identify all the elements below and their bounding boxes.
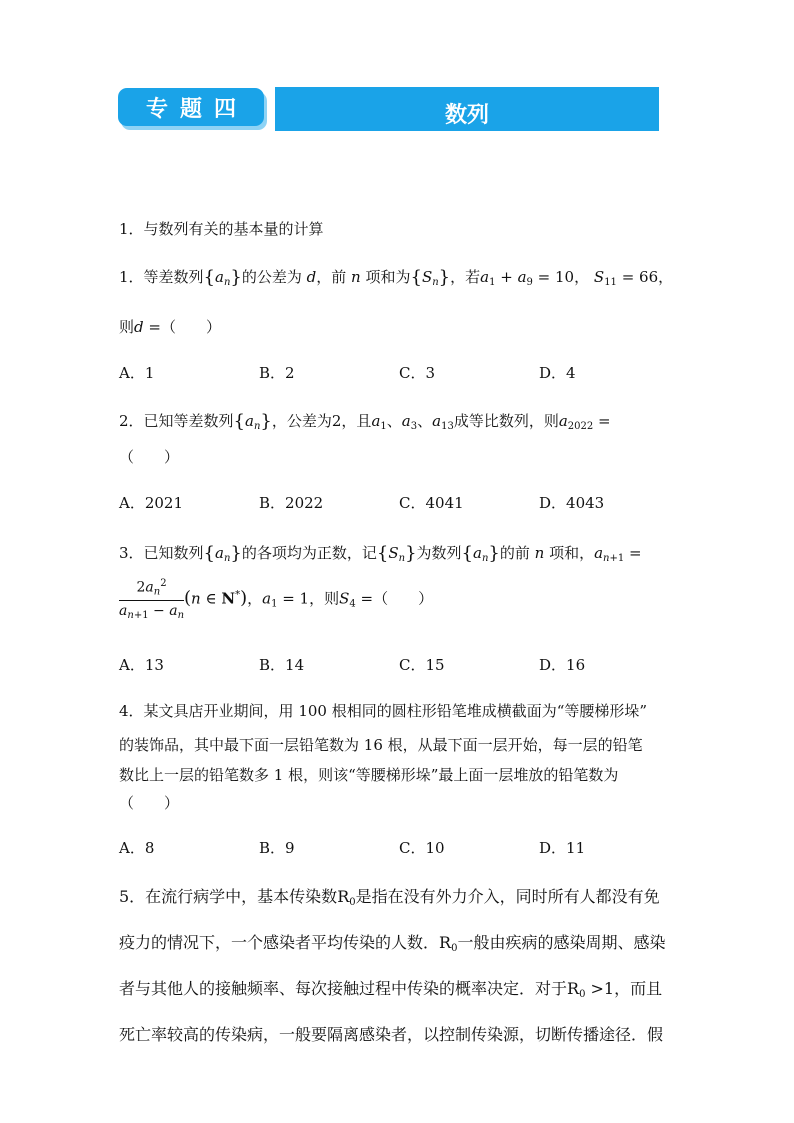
section-title: 1．与数列有关的基本量的计算 — [119, 220, 324, 238]
topic-badge-label: 专题四 — [145, 96, 248, 122]
question-3-line-1: 3．已知数列$\{a_n\}$的各项均为正数，记$\{S_n\}$为数列$\{a_n\}$的前 n 项和，$a_{n+1}$ = — [119, 543, 642, 564]
question-5-line-1: 5．在流行病学中，基本传染数$R_0$是指在没有外力介入，同时所有人都没有免 — [119, 887, 660, 908]
q4-option-d: D．11 — [539, 839, 586, 857]
q4-option-c: C．10 — [399, 839, 445, 857]
q2-option-b: B．2022 — [259, 494, 324, 512]
q3-option-a: A．13 — [119, 656, 164, 674]
topic-title: 数列 — [444, 102, 489, 128]
question-5-line-2: 疫力的情况下，一个感染者平均传染的人数．$R_0$一般由疾病的感染周期、感染 — [119, 933, 666, 954]
question-4-line-1: 4．某文具店开业期间，用 100 根相同的圆柱形铅笔堆成横截面为“等腰梯形垛” — [119, 702, 648, 720]
question-2-paren: （ ） — [119, 448, 180, 466]
question-5-line-4: 死亡率较高的传染病，一般要隔离感染者，以控制传染源，切断传播途径．假 — [119, 1025, 664, 1044]
q1-option-d: D．4 — [539, 364, 576, 382]
question-2-line-1: 2．已知等差数列$\{a_n\}$，公差为2，且$a_1$、$a_3$、$a_{13}$成等比数列，则$a_{2022}$ = — [119, 411, 611, 432]
question-4-line-4: （ ） — [119, 794, 180, 812]
q3-option-b: B．14 — [259, 656, 305, 674]
q2-option-a: A．2021 — [119, 494, 184, 512]
topic-title-bar — [275, 87, 659, 131]
q4-option-b: B．9 — [259, 839, 295, 857]
q4-option-a: A．8 — [119, 839, 155, 857]
q2-option-c: C．4041 — [399, 494, 464, 512]
q1-option-b: B．2 — [259, 364, 295, 382]
q2-option-d: D．4043 — [539, 494, 605, 512]
question-4-line-2: 的装饰品，其中最下面一层铅笔数为 16 根，从最下面一层开始，每一层的铅笔 — [119, 736, 643, 754]
q3-option-d: D．16 — [539, 656, 586, 674]
question-3-line-2: $\frac{2a_n^2}{a_{n+1} - a_n}$ (n ∈ N*)，$a_1 = 1$，则$S_4$ =（ ） — [119, 578, 434, 621]
question-1-line-1: 1．等差数列$\{a_n\}$的公差为 d，前 n 项和为$\{S_n\}$，若$a_1 + a_9 = 10$， $S_{11} = 66$， — [119, 267, 674, 288]
question-5-line-3: 者与其他人的接触频率、每次接触过程中传染的概率决定．对于$R_0 >1$，而且 — [119, 979, 663, 1000]
topic-badge — [118, 88, 264, 126]
q1-option-c: C．3 — [399, 364, 436, 382]
question-4-line-3: 数比上一层的铅笔数多 1 根，则该“等腰梯形垛”最上面一层堆放的铅笔数为 — [119, 766, 619, 784]
fraction: $\frac{2a_n^2}{a_{n+1} - a_n}$ — [119, 578, 185, 621]
question-1-line-2: 则d =（ ） — [119, 318, 221, 336]
q1-option-a: A．1 — [119, 364, 155, 382]
q3-option-c: C．15 — [399, 656, 445, 674]
